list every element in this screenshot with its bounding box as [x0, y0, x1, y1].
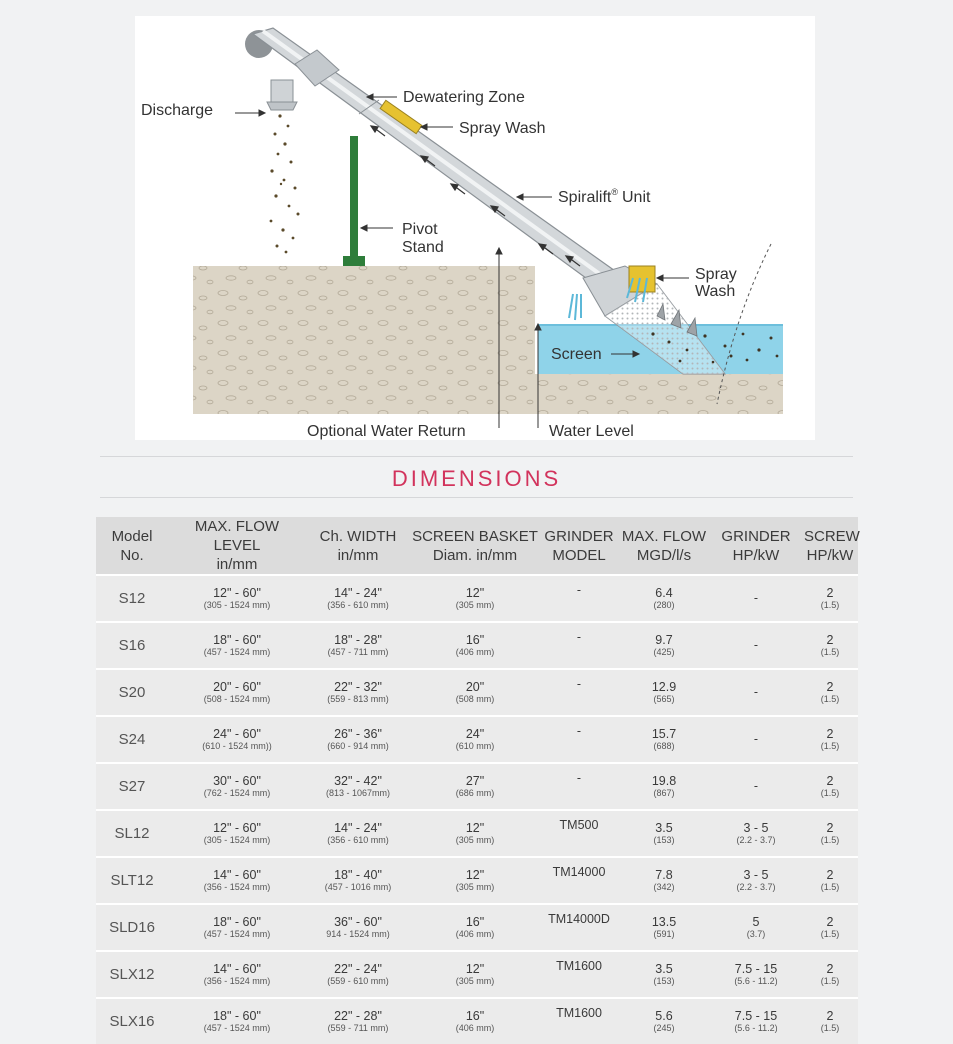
cell-screen-basket-metric: (305 mm) — [455, 600, 495, 610]
cell-screen-basket — [410, 763, 540, 810]
label-screen: Screen — [551, 346, 602, 363]
cell-screw-hp-value: 2 — [826, 727, 834, 741]
table-body — [96, 575, 858, 1044]
cell-max-flow — [618, 998, 710, 1044]
table-row — [96, 951, 858, 998]
cell-channel-width-metric: (559 - 813 mm) — [327, 694, 389, 704]
cell-screen-basket — [410, 857, 540, 904]
cell-screen-basket-value: 16" — [465, 633, 485, 647]
cell-grinder-model-value: TM1600 — [556, 959, 602, 973]
cell-screw-hp — [802, 669, 858, 716]
cell-max-flow-level — [168, 951, 306, 998]
cell-max-flow-level — [168, 763, 306, 810]
cell-grinder-hp-metric: (2.2 - 3.7) — [736, 835, 776, 845]
cell-max-flow-level — [168, 669, 306, 716]
cell-screen-basket-metric: (305 mm) — [455, 835, 495, 845]
cell-max-flow-level-value: 14" - 60" — [213, 962, 261, 976]
table-row — [96, 763, 858, 810]
cell-channel-width-value: 18" - 28" — [334, 633, 382, 647]
cell-channel-width-value: 18" - 40" — [334, 868, 382, 882]
label-discharge: Discharge — [141, 102, 214, 119]
cell-channel-width-value: 26" - 36" — [334, 727, 382, 741]
cell-screen-basket-value: 12" — [465, 962, 485, 976]
cell-grinder-model-value: TM14000D — [548, 912, 610, 926]
cell-max-flow — [618, 857, 710, 904]
cell-screen-basket — [410, 904, 540, 951]
table-row — [96, 669, 858, 716]
cell-screw-hp-value: 2 — [826, 1009, 834, 1023]
cell-grinder-model — [540, 857, 618, 904]
cell-model: SLD16 — [96, 904, 168, 951]
cell-screw-hp — [802, 951, 858, 998]
cell-screw-hp — [802, 998, 858, 1044]
cell-channel-width — [306, 763, 410, 810]
cell-max-flow — [618, 575, 710, 622]
table-row — [96, 575, 858, 622]
label-spiralift-unit: Spiralift® Unit — [558, 187, 651, 206]
cell-screw-hp — [802, 622, 858, 669]
cell-screen-basket-value: 27" — [465, 774, 485, 788]
cell-max-flow-metric: (153) — [653, 976, 675, 986]
cell-screw-hp-value: 2 — [826, 962, 834, 976]
cell-screen-basket — [410, 716, 540, 763]
cell-max-flow-value: 15.7 — [651, 727, 677, 741]
cell-max-flow-level-value: 12" - 60" — [213, 821, 261, 835]
cell-max-flow-metric: (688) — [653, 741, 675, 751]
cell-channel-width — [306, 669, 410, 716]
cell-grinder-model-value: - — [576, 630, 582, 644]
cell-model: SLX16 — [96, 998, 168, 1044]
cell-channel-width-value: 32" - 42" — [334, 774, 382, 788]
cell-max-flow-level — [168, 810, 306, 857]
cell-grinder-model — [540, 575, 618, 622]
cell-max-flow-value: 13.5 — [651, 915, 677, 929]
header-screen-basket — [410, 517, 540, 575]
cell-grinder-hp-value: 3 - 5 — [743, 868, 769, 882]
cell-max-flow — [618, 622, 710, 669]
cell-max-flow-level-metric: (356 - 1524 mm) — [203, 882, 271, 892]
cell-screw-hp-metric: (1.5) — [820, 600, 840, 610]
cell-grinder-hp — [710, 622, 802, 669]
cell-max-flow-level-metric: (356 - 1524 mm) — [203, 976, 271, 986]
divider-bottom — [100, 497, 853, 498]
cell-screen-basket-metric: (406 mm) — [455, 1023, 495, 1033]
cell-grinder-hp — [710, 763, 802, 810]
cell-screen-basket — [410, 998, 540, 1044]
cell-max-flow-level-metric: (610 - 1524 mm)) — [202, 741, 272, 751]
cell-max-flow-metric: (867) — [653, 788, 675, 798]
cell-screen-basket-metric: (686 mm) — [455, 788, 495, 798]
cell-grinder-hp-value: - — [753, 638, 759, 652]
header-max-flow-level-line: MAX. FLOW LEVEL — [194, 518, 280, 554]
label-water-level: Water Level — [549, 423, 634, 440]
cell-model: S24 — [96, 716, 168, 763]
cell-screen-basket-metric: (406 mm) — [455, 647, 495, 657]
cell-grinder-hp-metric: (3.7) — [746, 929, 766, 939]
cell-max-flow-metric: (425) — [653, 647, 675, 657]
cell-max-flow-metric: (342) — [653, 882, 675, 892]
cell-grinder-model — [540, 622, 618, 669]
cell-channel-width-value: 22" - 24" — [334, 962, 382, 976]
cell-grinder-hp-value: 3 - 5 — [743, 821, 769, 835]
cell-channel-width-metric: (559 - 610 mm) — [327, 976, 389, 986]
header-grinder-hp — [710, 517, 802, 575]
pivot-stand — [343, 136, 365, 266]
cell-screen-basket-metric: (305 mm) — [455, 976, 495, 986]
water-return-spray — [569, 294, 581, 320]
cell-screen-basket-metric: (610 mm) — [455, 741, 495, 751]
label-stand: Stand — [402, 239, 444, 256]
cell-screen-basket-value: 12" — [465, 586, 485, 600]
cell-grinder-model-value: - — [576, 771, 582, 785]
cell-channel-width-value: 22" - 32" — [334, 680, 382, 694]
header-channel-width — [306, 517, 410, 575]
cell-screw-hp-metric: (1.5) — [820, 694, 840, 704]
diagram-svg — [135, 16, 815, 440]
label-spray-wash-top: Spray Wash — [459, 120, 546, 137]
spiralift-diagram — [135, 16, 815, 440]
header-max-flow-level-line: in/mm — [216, 556, 258, 573]
cell-max-flow-value: 19.8 — [651, 774, 677, 788]
label-optional-water-return: Optional Water Return — [307, 423, 466, 440]
cell-model: S16 — [96, 622, 168, 669]
cell-screw-hp — [802, 904, 858, 951]
header-max-flow — [618, 517, 710, 575]
table-row — [96, 998, 858, 1044]
header-channel-width-line: Ch. WIDTH — [319, 527, 397, 545]
cell-max-flow-level-metric: (457 - 1524 mm) — [203, 1023, 271, 1033]
cell-screen-basket — [410, 669, 540, 716]
header-grinder-model-line: MODEL — [552, 546, 606, 564]
cell-max-flow-value: 5.6 — [655, 1009, 673, 1023]
cell-screen-basket — [410, 810, 540, 857]
cell-max-flow-level-value: 12" - 60" — [213, 586, 261, 600]
header-channel-width-line: in/mm — [337, 546, 379, 564]
table-row — [96, 857, 858, 904]
cell-screen-basket-metric: (305 mm) — [455, 882, 495, 892]
cell-channel-width — [306, 716, 410, 763]
cell-screw-hp-metric: (1.5) — [820, 788, 840, 798]
cell-screen-basket — [410, 575, 540, 622]
cell-grinder-hp-value: - — [753, 732, 759, 746]
cell-screw-hp — [802, 810, 858, 857]
cell-max-flow-level-value: 18" - 60" — [213, 915, 261, 929]
cell-screen-basket-value: 16" — [465, 1009, 485, 1023]
cell-max-flow-level-metric: (762 - 1524 mm) — [203, 788, 271, 798]
cell-max-flow-metric: (591) — [653, 929, 675, 939]
cell-screw-hp — [802, 716, 858, 763]
header-screw-hp-line: SCREW — [804, 527, 860, 545]
header-screw-hp — [802, 517, 858, 575]
cell-max-flow-level-metric: (508 - 1524 mm) — [203, 694, 271, 704]
cell-grinder-model — [540, 951, 618, 998]
cell-grinder-hp-value: 7.5 - 15 — [734, 962, 778, 976]
cell-max-flow-level-value: 24" - 60" — [213, 727, 261, 741]
cell-max-flow-metric: (245) — [653, 1023, 675, 1033]
cell-channel-width — [306, 857, 410, 904]
header-grinder-hp-line: HP/kW — [732, 546, 780, 564]
cell-max-flow-level — [168, 575, 306, 622]
label-spray: Spray — [695, 266, 737, 283]
cell-max-flow-level — [168, 857, 306, 904]
cell-max-flow-level-metric: (457 - 1524 mm) — [203, 929, 271, 939]
cell-grinder-model — [540, 998, 618, 1044]
cell-grinder-hp-value: 5 — [752, 915, 760, 929]
cell-max-flow-level-value: 14" - 60" — [213, 868, 261, 882]
cell-model: S27 — [96, 763, 168, 810]
cell-max-flow-level-value: 18" - 60" — [213, 1009, 261, 1023]
cell-max-flow-value: 9.7 — [655, 633, 673, 647]
cell-screw-hp — [802, 763, 858, 810]
cell-channel-width-metric: (356 - 610 mm) — [327, 835, 389, 845]
cell-channel-width — [306, 951, 410, 998]
cell-model: SLX12 — [96, 951, 168, 998]
header-screw-hp-line: HP/kW — [806, 546, 854, 564]
cell-max-flow — [618, 810, 710, 857]
cell-max-flow-value: 7.8 — [655, 868, 673, 882]
header-model-line: Model — [111, 527, 153, 545]
cell-grinder-hp-metric: (5.6 - 11.2) — [734, 1023, 778, 1033]
cell-grinder-hp — [710, 998, 802, 1044]
cell-screw-hp-value: 2 — [826, 774, 834, 788]
cell-grinder-model-value: TM500 — [559, 818, 599, 832]
cell-channel-width — [306, 904, 410, 951]
cell-screen-basket — [410, 622, 540, 669]
cell-screw-hp-metric: (1.5) — [820, 741, 840, 751]
cell-screen-basket — [410, 951, 540, 998]
cell-screw-hp — [802, 857, 858, 904]
cell-grinder-hp — [710, 810, 802, 857]
label-dewatering-zone: Dewatering Zone — [403, 89, 525, 106]
cell-screw-hp-value: 2 — [826, 915, 834, 929]
cell-max-flow-level — [168, 904, 306, 951]
cell-grinder-hp — [710, 904, 802, 951]
cell-grinder-hp — [710, 716, 802, 763]
cell-model: S20 — [96, 669, 168, 716]
cell-screw-hp-value: 2 — [826, 680, 834, 694]
header-grinder-model-line: GRINDER — [544, 527, 614, 545]
cell-channel-width — [306, 622, 410, 669]
table-row — [96, 810, 858, 857]
cell-grinder-model-value: TM14000 — [552, 865, 606, 879]
cell-channel-width-metric: (660 - 914 mm) — [327, 741, 389, 751]
table-header-row — [96, 517, 858, 575]
cell-screw-hp-value: 2 — [826, 586, 834, 600]
cell-screw-hp-metric: (1.5) — [820, 882, 840, 892]
cell-grinder-hp-value: 7.5 - 15 — [734, 1009, 778, 1023]
cell-grinder-hp — [710, 575, 802, 622]
cell-channel-width-metric: (457 - 711 mm) — [327, 647, 389, 657]
cell-grinder-model — [540, 904, 618, 951]
header-screen-basket-line: Diam. in/mm — [432, 546, 518, 564]
cell-screw-hp-value: 2 — [826, 821, 834, 835]
discharge-particles — [270, 114, 300, 253]
cell-channel-width-value: 14" - 24" — [334, 821, 382, 835]
cell-model: S12 — [96, 575, 168, 622]
cell-channel-width-metric: (356 - 610 mm) — [327, 600, 389, 610]
cell-max-flow — [618, 951, 710, 998]
cell-max-flow-metric: (280) — [653, 600, 675, 610]
cell-screw-hp-value: 2 — [826, 868, 834, 882]
cell-model: SL12 — [96, 810, 168, 857]
cell-grinder-hp — [710, 951, 802, 998]
cell-model: SLT12 — [96, 857, 168, 904]
cell-max-flow-value: 3.5 — [655, 962, 673, 976]
cell-grinder-hp-value: - — [753, 685, 759, 699]
cell-screw-hp — [802, 575, 858, 622]
cell-screw-hp-value: 2 — [826, 633, 834, 647]
cell-max-flow — [618, 904, 710, 951]
cell-grinder-model — [540, 669, 618, 716]
cell-max-flow-level — [168, 998, 306, 1044]
table-row — [96, 622, 858, 669]
cell-screw-hp-metric: (1.5) — [820, 647, 840, 657]
dimensions-table — [96, 517, 858, 1044]
header-max-flow-line: MAX. FLOW — [621, 527, 707, 545]
header-grinder-model — [540, 517, 618, 575]
cell-screw-hp-metric: (1.5) — [820, 929, 840, 939]
cell-screen-basket-value: 24" — [465, 727, 485, 741]
label-wash: Wash — [695, 283, 736, 300]
cell-screen-basket-value: 20" — [465, 680, 485, 694]
cell-max-flow-level-value: 30" - 60" — [213, 774, 261, 788]
section-title: DIMENSIONS — [391, 466, 562, 491]
cell-screw-hp-metric: (1.5) — [820, 976, 840, 986]
cell-grinder-model-value: TM1600 — [556, 1006, 602, 1020]
header-model — [96, 517, 168, 575]
cell-max-flow-level — [168, 716, 306, 763]
header-grinder-hp-line: GRINDER — [721, 527, 791, 545]
cell-grinder-hp-value: - — [753, 779, 759, 793]
cell-grinder-hp-metric: (5.6 - 11.2) — [734, 976, 778, 986]
cell-screen-basket-value: 12" — [465, 821, 485, 835]
cell-channel-width-value: 14" - 24" — [334, 586, 382, 600]
cell-screw-hp-metric: (1.5) — [820, 835, 840, 845]
cell-channel-width-metric: (813 - 1067mm) — [325, 788, 391, 798]
cell-max-flow-metric: (565) — [653, 694, 675, 704]
cell-channel-width-value: 22" - 28" — [334, 1009, 382, 1023]
cell-grinder-hp-metric: (2.2 - 3.7) — [736, 882, 776, 892]
cell-grinder-model — [540, 763, 618, 810]
table-row — [96, 904, 858, 951]
cell-max-flow — [618, 669, 710, 716]
cell-channel-width — [306, 810, 410, 857]
header-max-flow-line: MGD/l/s — [636, 546, 692, 564]
divider-top — [100, 456, 853, 457]
header-screen-basket-line: SCREEN BASKET — [412, 527, 538, 545]
cell-screen-basket-metric: (508 mm) — [455, 694, 495, 704]
cell-grinder-model-value: - — [576, 677, 582, 691]
header-model-line: No. — [120, 546, 144, 564]
cell-max-flow-value: 3.5 — [655, 821, 673, 835]
cell-grinder-model — [540, 810, 618, 857]
cell-screen-basket-value: 16" — [465, 915, 485, 929]
label-pivot: Pivot — [402, 221, 438, 238]
cell-max-flow — [618, 763, 710, 810]
cell-max-flow-level-metric: (305 - 1524 mm) — [203, 600, 271, 610]
cell-max-flow-level-metric: (305 - 1524 mm) — [203, 835, 271, 845]
cell-max-flow-metric: (153) — [653, 835, 675, 845]
cell-max-flow-value: 6.4 — [655, 586, 673, 600]
cell-grinder-hp — [710, 857, 802, 904]
cell-max-flow — [618, 716, 710, 763]
cell-channel-width — [306, 998, 410, 1044]
cell-screw-hp-metric: (1.5) — [820, 1023, 840, 1033]
cell-channel-width-metric: (559 - 711 mm) — [327, 1023, 389, 1033]
cell-screen-basket-value: 12" — [465, 868, 485, 882]
cell-channel-width-metric: 914 - 1524 mm) — [326, 929, 390, 939]
cell-grinder-model-value: - — [576, 724, 582, 738]
cell-channel-width-value: 36" - 60" — [334, 915, 382, 929]
cell-max-flow-value: 12.9 — [651, 680, 677, 694]
cell-max-flow-level-metric: (457 - 1524 mm) — [203, 647, 271, 657]
cell-channel-width — [306, 575, 410, 622]
cell-screen-basket-metric: (406 mm) — [455, 929, 495, 939]
header-max-flow-level — [168, 517, 306, 575]
cell-grinder-model — [540, 716, 618, 763]
table-row — [96, 716, 858, 763]
cell-max-flow-level-value: 20" - 60" — [213, 680, 261, 694]
cell-grinder-hp-value: - — [753, 591, 759, 605]
cell-max-flow-level — [168, 622, 306, 669]
cell-channel-width-metric: (457 - 1016 mm) — [324, 882, 392, 892]
cell-grinder-model-value: - — [576, 583, 582, 597]
cell-max-flow-level-value: 18" - 60" — [213, 633, 261, 647]
cell-grinder-hp — [710, 669, 802, 716]
